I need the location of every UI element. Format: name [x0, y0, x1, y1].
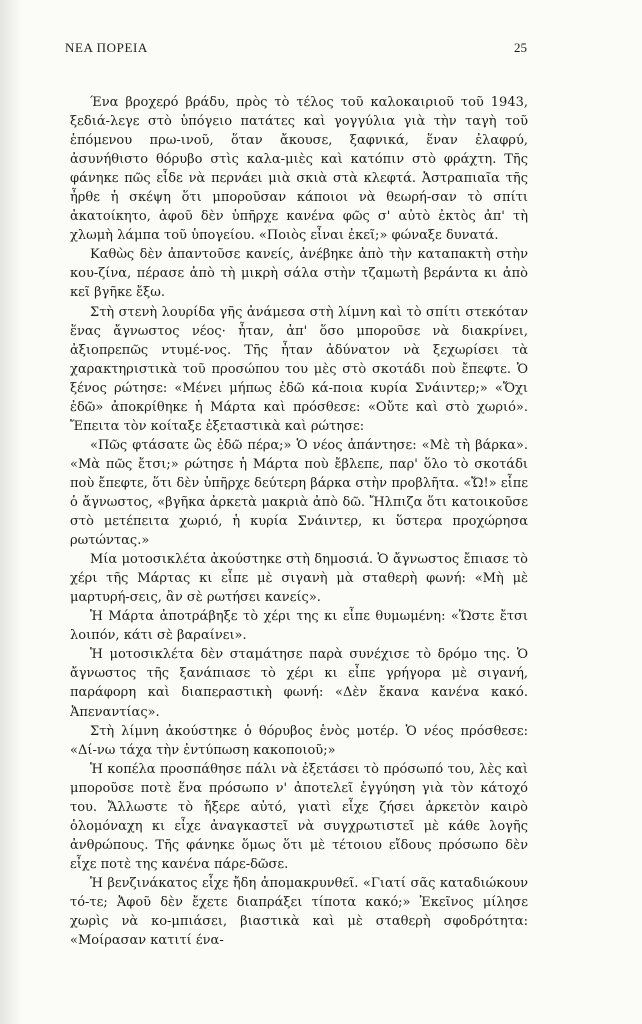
paragraph: Καθὼς δὲν ἀπαντοῦσε κανείς, ἀνέβηκε ἀπὸ τὴν καταπακτὴ στὴν κου-ζίνα, πέρασε ἀπὸ τὴ μικρὴ σάλα στὴν τζαμωτὴ βεράντα κι ἀπὸ κεῖ βγῆκε ἔξω.	[70, 247, 528, 301]
paragraph: Στὴ λίμνη ἀκούστηκε ὁ θόρυβος ἑνὸς μοτέρ. Ὁ νέος πρόσθεσε: «Δί-νω τάχα τὴν ἐντύπωση κακοποιοῦ;»	[70, 723, 528, 758]
paragraph: Ένα βροχερό βράδυ, πρὸς τὸ τέλος τοῦ καλοκαιριοῦ τοῦ 1943, ξεδιά-λεγε στὸ ὑπόγειο πατάτες καὶ γογγύλια γιὰ τὴν ταγὴ τοῦ ἑπόμενου πρω-ινοῦ, ὅταν ἄκουσε, ξαφνικά, ἕναν ἐλαφρύ, ἀσυνήθιστο θόρυβο στὶς καλα-μιὲς καὶ κατόπιν στὸ φράχτη. Τῆς φάνηκε πῶς εἶδε νὰ περνάει μιὰ σκιὰ στὰ κλεφτά. Ἀστραπιαῖα τῆς ἦρθε ἡ σκέψη ὅτι μποροῦσαν κάποιοι νὰ θεωρή-σαν τὸ σπίτι ἀκατοίκητο, ἀφοῦ δὲν ὑπῆρχε κανένα φῶς σ' αὐτὸ ἐκτὸς ἀπ' τὴ χλωμὴ λάμπα τοῦ ὑπογείου. «Ποιὸς εἶναι ἐκεῖ;» φώναξε δυνατά.	[70, 95, 528, 244]
paragraph: Ἡ Μάρτα ἀποτράβηξε τὸ χέρι της κι εἶπε θυμωμένη: «Ὥστε ἔτσι λοιπόν, κάτι σὲ βαραίνει».	[70, 609, 528, 644]
paragraph: Στὴ στενὴ λουρίδα γῆς ἀνάμεσα στὴ λίμνη καὶ τὸ σπίτι στεκόταν ἕνας ἄγνωστος νέος· ἦταν, ἀπ' ὅσο μποροῦσε νὰ διακρίνει, ἀξιοπρεπῶς ντυμέ-νος. Τῆς ἦταν ἀδύνατον νὰ ξεχωρίσει τὰ χαρακτηριστικὰ τοῦ προσώπου του μὲς στὸ σκοτάδι ποὺ ἔπεφτε. Ὁ ξένος ρώτησε: «Μένει μήπως ἐδῶ κά-ποια κυρία Σνάιντερ;» «Ὄχι ἐδῶ» ἀποκρίθηκε ἡ Μάρτα καὶ πρόσθεσε: «Οὔτε καὶ στὸ χωριό». Ἔπειτα τὸν κοίταξε ἐξεταστικὰ καὶ ρώτησε:	[70, 304, 528, 434]
paragraph: Ἡ κοπέλα προσπάθησε πάλι νὰ ἐξετάσει τὸ πρόσωπό του, λὲς καὶ μποροῦσε ποτὲ ἕνα πρόσωπο ν' ἀποτελεῖ ἐγγύηση γιὰ τὸν κάτοχό του. Ἄλλωστε τὸ ἤξερε αὐτό, γιατὶ εἶχε ζήσει ἀρκετὸν καιρὸ ὁλομόναχη κι εἶχε ἀναγκαστεῖ νὰ συγχρωτιστεῖ μὲ κάθε λογῆς ἀνθρώπους. Τῆς φάνηκε ὅμως ὅτι μὲ τέτοιου εἴδους πρόσωπο δὲν εἶχε ποτὲ της κανένα πάρε-δῶσε.	[70, 761, 528, 872]
running-title: ΝΕΑ ΠΟΡΕΙΑ	[65, 40, 148, 55]
running-head	[65, 40, 527, 58]
binding-shadow	[0, 0, 22, 1024]
paragraph: Μία μοτοσικλέτα ἀκούστηκε στὴ δημοσιά. Ὁ ἄγνωστος ἔπιασε τὸ χέρι τῆς Μάρτας κι εἶπε μὲ σιγανὴ μὰ σταθερὴ φωνή: «Μὴ μὲ μαρτυρή-σεις, ἂν σὲ ρωτήσει κανείς».	[70, 552, 528, 606]
body-text	[70, 93, 528, 950]
page-number: 25	[514, 40, 527, 55]
paragraph: Ἡ μοτοσικλέτα δὲν σταμάτησε παρὰ συνέχισε τὸ δρόμο της. Ὁ ἄγνωστος τῆς ξανάπιασε τὸ χέρι κι εἶπε γρήγορα μὲ σιγανή, παράφορη καὶ διαπεραστικὴ φωνή: «Δὲν ἔκανα κανένα κακό. Ἀπεναντίας».	[70, 647, 528, 720]
paragraph: «Πῶς φτάσατε ὣς ἐδῶ πέρα;» Ὁ νέος ἀπάντησε: «Μὲ τὴ βάρκα». «Μὰ πῶς ἔτσι;» ρώτησε ἡ Μάρτα ποὺ ἔβλεπε, παρ' ὅλο τὸ σκοτάδι ποὺ ἔπεφτε, ὅτι δὲν ὑπῆρχε δεύτερη βάρκα στὴν προβλῆτα. «Ὤ!» εἶπε ὁ ἄγνωστος, «βγῆκα ἀρκετὰ μακριὰ ἀπὸ δῶ. Ἤλπιζα ὅτι κατοικοῦσε στὸ μετέπειτα χωριό, ἡ κυρία Σνάιντερ, κι ὕστερα προχώρησα ρωτώντας.»	[70, 437, 528, 549]
paragraph: Ἡ βενζινάκατος εἶχε ἤδη ἀπομακρυνθεῖ. «Γιατί σᾶς καταδιώκουν τό-τε; Ἀφοῦ δὲν ἔχετε διαπράξει τίποτα κακό;» Ἐκεῖνος μίλησε χωρὶς νὰ κο-μπιάσει, βιαστικὰ καὶ μὲ σταθερὴ σφοδρότητα: «Μοίρασαν κατιτί ένα-	[70, 875, 528, 949]
